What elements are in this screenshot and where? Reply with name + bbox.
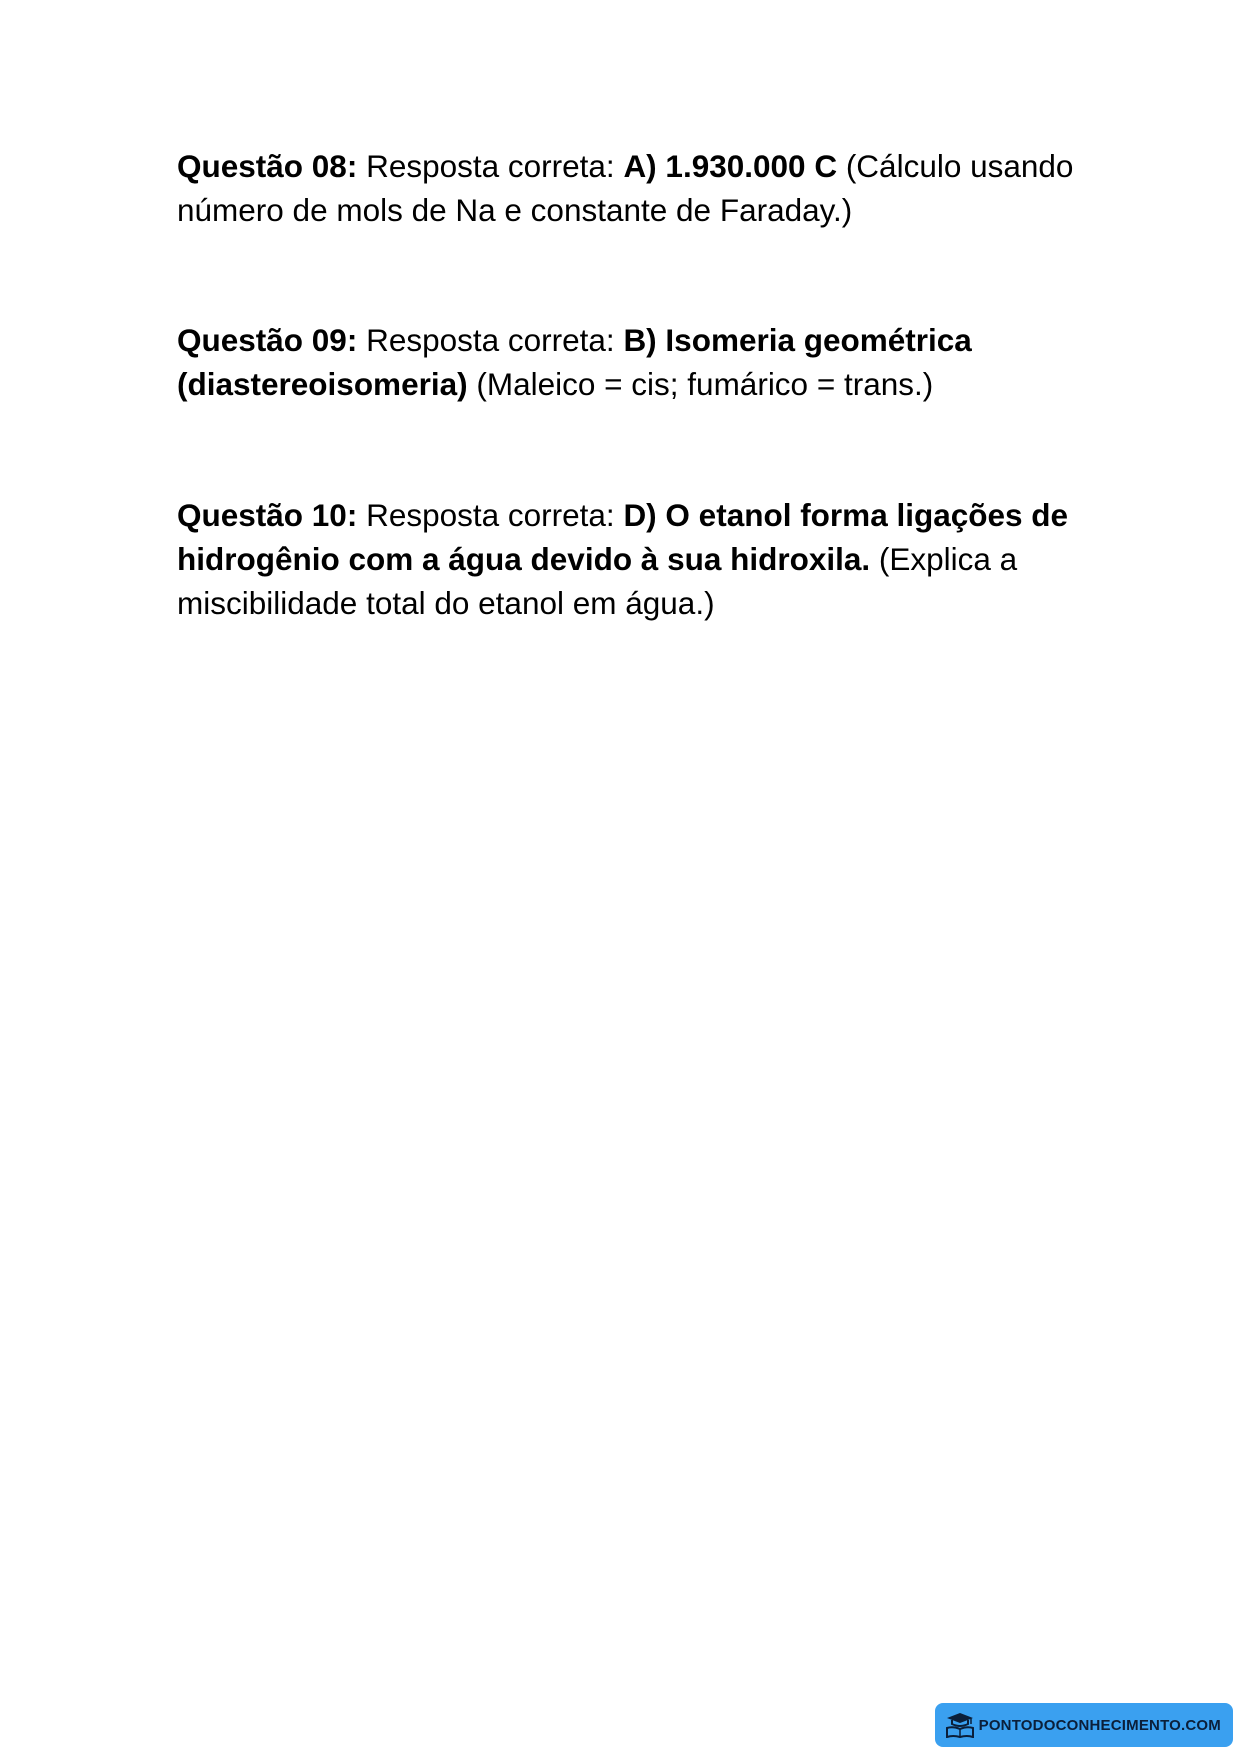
answer-question-08: [177, 144, 1077, 232]
answer-note: (Cálculo usando número de mols de Na e constante de Faraday.): [177, 148, 1074, 228]
answer-choice: D) O etanol forma ligações de hidrogênio com a água devido à sua hidroxila.: [177, 497, 1069, 577]
site-badge[interactable]: [935, 1703, 1233, 1747]
question-label: Questão 08:: [177, 148, 358, 184]
answer-note: (Maleico = cis; fumárico = trans.): [467, 366, 934, 402]
answer-choice: A) 1.930.000 C: [623, 148, 838, 184]
site-brand-label: PONTODOCONHECIMENTO.COM: [978, 1716, 1221, 1734]
question-label: Questão 10:: [177, 497, 358, 533]
answer-choice: B) Isomeria geométrica (diastereoisomeria): [177, 322, 972, 402]
answer-prefix: Resposta correta:: [357, 148, 624, 184]
answer-question-09: [177, 318, 1077, 406]
answer-question-10: [177, 493, 1077, 625]
answer-prefix: Resposta correta:: [357, 497, 624, 533]
graduation-reader-icon: [945, 1712, 975, 1738]
answer-note: (Explica a miscibilidade total do etanol em água.): [177, 541, 1018, 621]
question-label: Questão 09:: [177, 322, 358, 358]
answer-prefix: Resposta correta:: [357, 322, 624, 358]
